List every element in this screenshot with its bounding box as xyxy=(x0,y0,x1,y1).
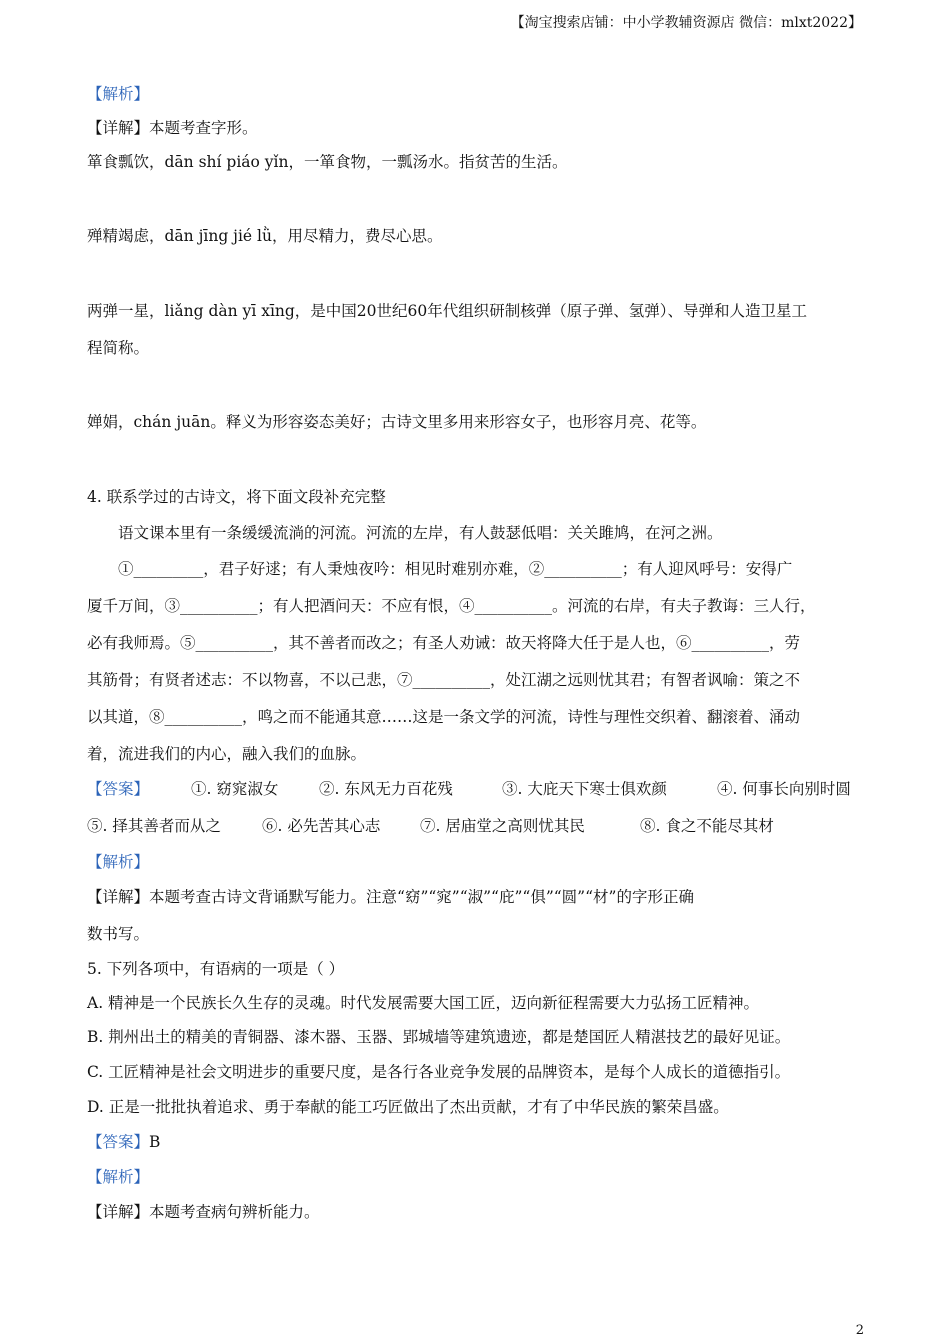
q5-option-b: B. 荆州出土的精美的青铜器、漆木器、玉器、郢城墙等建筑遗迹，都是楚国匠人精湛技艺的最好见证。 xyxy=(87,1028,791,1046)
q5-analysis-tag: 【解析】 xyxy=(87,1168,150,1186)
q3-entry-1: 箪食瓢饮，dān shí piáo yǐn，一箪食物，一瓢汤水。指贫苦的生活。 xyxy=(87,153,568,171)
header-watermark-note: 【淘宝搜索店铺：中小学教辅资源店 微信：mlxt2022】 xyxy=(510,15,862,31)
q3-entry-4: 婵娟，chán juān。释义为形容姿态美好；古诗文里多用来形容女子，也形容月亮、花等。 xyxy=(87,413,707,431)
q4-line-1: ①_________，君子好逑；有人秉烛夜吟：相见时难别亦难，②__________；有人迎风呼号：安得广 xyxy=(118,560,793,578)
q4-line-5: 以其道，⑧__________，鸣之而不能通其意……这是一条文学的河流，诗性与理性交织着、翻滚着、涌动 xyxy=(87,708,801,726)
q4-answer-5: ⑤. 择其善者而从之 xyxy=(87,817,221,835)
q3-entry-3-cont: 程简称。 xyxy=(87,339,150,357)
q4-answer-2: ②. 东风无力百花残 xyxy=(319,780,453,798)
q5-answer-line xyxy=(87,1131,160,1153)
q5-detail-line xyxy=(87,1201,320,1223)
q4-answer-6: ⑥. 必先苦其心志 xyxy=(262,817,381,835)
q4-analysis-tag: 【解析】 xyxy=(87,853,150,871)
q4-answer-7: ⑦. 居庙堂之高则忧其民 xyxy=(420,817,585,835)
q4-detail-tag: 【详解】 xyxy=(87,888,150,906)
q5-detail-text: 本题考查病句辨析能力。 xyxy=(149,1203,320,1221)
q4-answer-8: ⑧. 食之不能尽其材 xyxy=(640,817,774,835)
q4-title: 4. 联系学过的古诗文，将下面文段补充完整 xyxy=(87,488,386,506)
q4-answer-4: ④. 何事长向别时圆 xyxy=(717,780,851,798)
q5-title: 5. 下列各项中，有语病的一项是（ ） xyxy=(87,960,345,978)
q4-intro: 语文课本里有一条缓缓流淌的河流。河流的左岸，有人鼓瑟低唱：关关雎鸠，在河之洲。 xyxy=(118,524,723,542)
q4-line-2: 厦千万间，③__________；有人把酒问天：不应有恨，④__________。河流的右岸，有夫子教诲：三人行， xyxy=(87,597,816,615)
q3-analysis-tag: 【解析】 xyxy=(87,85,150,103)
q3-detail-tag: 【详解】 xyxy=(87,119,150,137)
q3-entry-2: 殚精竭虑，dān jīng jié lǜ，用尽精力，费尽心思。 xyxy=(87,227,443,245)
q4-answer-1: ①. 窈窕淑女 xyxy=(191,780,279,798)
q5-option-c: C. 工匠精神是社会文明进步的重要尺度，是各行各业竞争发展的品牌资本，是每个人成长的道德指引。 xyxy=(87,1063,791,1081)
q4-answer-3: ③. 大庇天下寒士俱欢颜 xyxy=(502,780,667,798)
q4-detail-line-1 xyxy=(87,886,694,908)
q4-detail-text: 本题考查古诗文背诵默写能力。注意“窈”“窕”“淑”“庇”“俱”“圆”“材”的字形正确 xyxy=(149,888,694,906)
q4-answer-tag: 【答案】 xyxy=(87,780,150,798)
page-number: 2 xyxy=(855,1323,864,1338)
q3-entry-3: 两弹一星，liǎng dàn yī xīng，是中国20世纪60年代组织研制核弹（原子弹、氢弹）、导弹和人造卫星工 xyxy=(87,302,808,320)
q5-detail-tag: 【详解】 xyxy=(87,1203,150,1221)
q4-line-4: 其筋骨；有贤者述志：不以物喜，不以己悲，⑦__________，处江湖之远则忧其君；有智者讽喻：策之不 xyxy=(87,671,801,689)
q3-detail-line xyxy=(87,117,258,139)
q5-option-a: A. 精神是一个民族长久生存的灵魂。时代发展需要大国工匠，迈向新征程需要大力弘扬工匠精神。 xyxy=(87,994,760,1012)
q5-answer-value: B xyxy=(149,1133,161,1151)
q4-line-3: 必有我师焉。⑤__________，其不善者而改之；有圣人劝诫：故天将降大任于是人也，⑥__________，劳 xyxy=(87,634,801,652)
q3-detail-text: 本题考查字形。 xyxy=(149,119,258,137)
q4-detail-line-2: 数书写。 xyxy=(87,925,150,943)
q5-answer-tag: 【答案】 xyxy=(87,1133,150,1151)
q4-line-6: 着，流进我们的内心，融入我们的血脉。 xyxy=(87,745,367,763)
q5-option-d: D. 正是一批批执着追求、勇于奉献的能工巧匠做出了杰出贡献，才有了中华民族的繁荣昌盛。 xyxy=(87,1098,729,1116)
